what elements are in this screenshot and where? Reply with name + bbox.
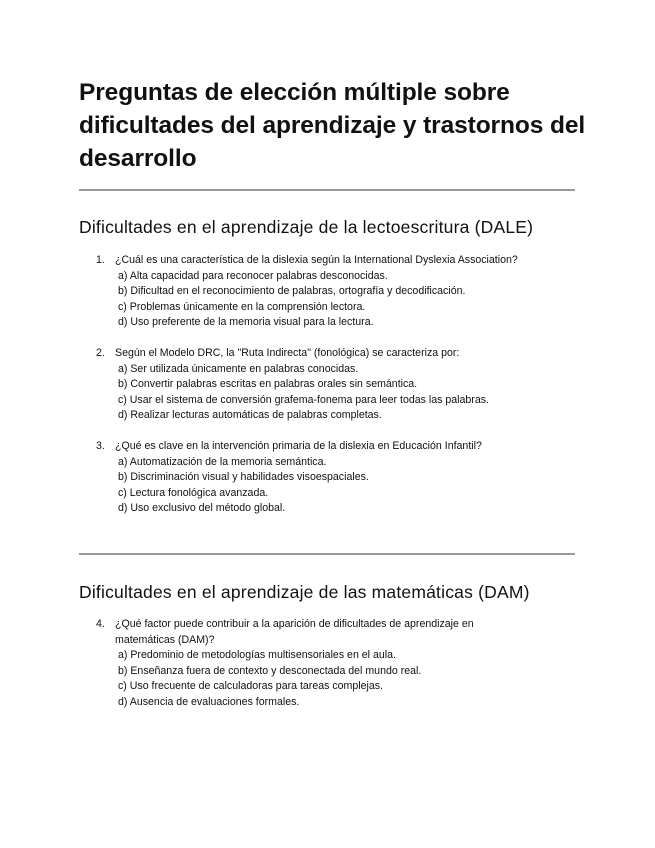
option-d: d) Realizar lecturas automáticas de palabras completas. (118, 409, 382, 421)
question-4 (96, 617, 576, 710)
option-d: d) Ausencia de evaluaciones formales. (118, 695, 300, 708)
option-b: b) Convertir palabras escritas en palabras orales sin semántica. (118, 378, 418, 390)
section-divider (79, 189, 575, 191)
question-text: ¿Cuál es una característica de la dislexia según la International Dyslexia Association? (115, 254, 518, 266)
option-a: a) Alta capacidad para reconocer palabras desconocidas. (118, 269, 388, 282)
question-number: 2. (96, 347, 105, 359)
question-1 (96, 253, 576, 331)
question-number: 4. (96, 618, 105, 630)
option-c: c) Problemas únicamente en la comprensión lectora. (118, 300, 366, 313)
option-a: a) Ser utilizada únicamente en palabras conocidas. (118, 362, 359, 375)
question-text: ¿Qué factor puede contribuir a la aparición de dificultades de aprendizaje en matemáticas (DAM)? (115, 618, 474, 646)
option-a: a) Automatización de la memoria semántica. (118, 455, 327, 468)
option-c: c) Uso frecuente de calculadoras para tareas complejas. (118, 680, 383, 692)
option-d: d) Uso preferente de la memoria visual para la lectura. (118, 316, 374, 328)
option-d: d) Uso exclusivo del método global. (118, 502, 286, 514)
question-2 (96, 346, 576, 424)
question-number: 1. (96, 254, 105, 266)
question-text: ¿Qué es clave en la intervención primaria de la dislexia en Educación Infantil? (115, 440, 482, 452)
option-b: b) Enseñanza fuera de contexto y desconectada del mundo real. (118, 664, 422, 677)
document-title: Preguntas de elección múltiple sobre dificultades del aprendizaje y trastornos del desarrollo (79, 79, 586, 172)
question-number: 3. (96, 440, 105, 452)
section-divider (79, 553, 575, 555)
option-b: b) Discriminación visual y habilidades visoespaciales. (118, 471, 369, 483)
section-title-dale: Dificultades en el aprendizaje de la lectoescritura (DALE) (79, 217, 534, 237)
option-a: a) Predominio de metodologías multisensoriales en el aula. (118, 649, 396, 661)
question-text: Según el Modelo DRC, la "Ruta Indirecta" (fonológica) se caracteriza por: (115, 347, 460, 359)
section-title-dam: Dificultades en el aprendizaje de las matemáticas (DAM) (79, 582, 530, 602)
option-b: b) Dificultad en el reconocimiento de palabras, ortografía y decodificación. (118, 285, 466, 297)
option-c: c) Usar el sistema de conversión grafema-fonema para leer todas las palabras. (118, 393, 489, 406)
option-c: c) Lectura fonológica avanzada. (118, 486, 269, 499)
question-3 (96, 439, 576, 517)
